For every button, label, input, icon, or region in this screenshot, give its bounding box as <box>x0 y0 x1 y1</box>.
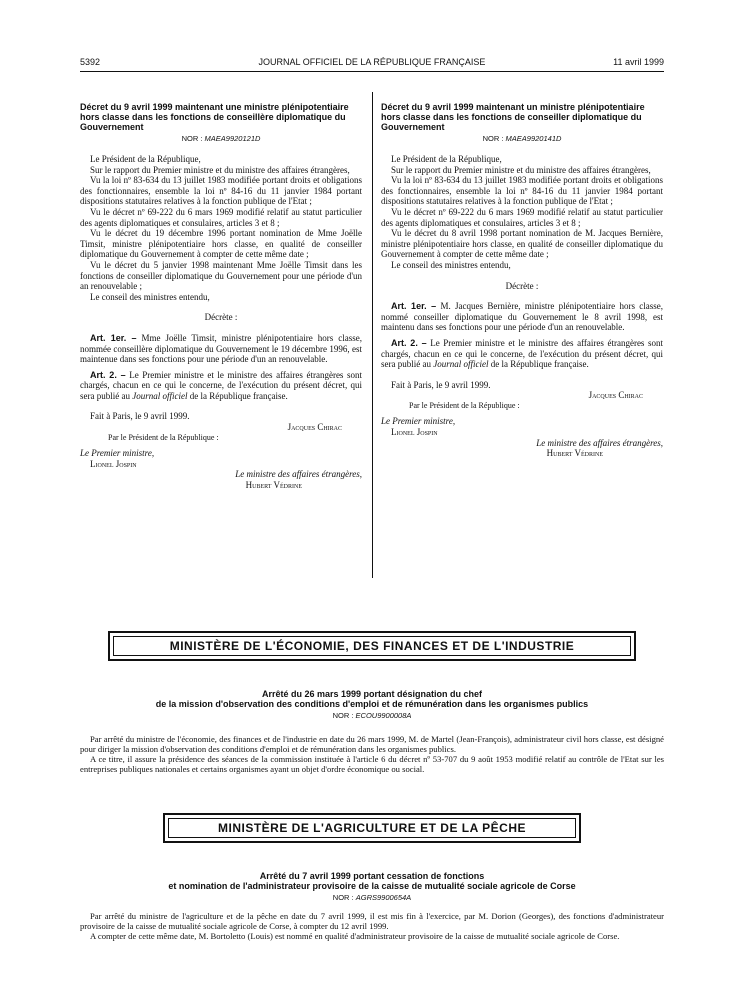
minister-title: Le ministre des affaires étrangères, <box>536 437 663 448</box>
arrete-title: Arrêté du 26 mars 1999 portant désignation du chef de la mission d'observation des conditions d'emploi et de rémunération dans les organismes publics <box>155 689 589 709</box>
decree-title: Décret du 9 avril 1999 maintenant un ministre plénipotentiaire hors classe dans les fonctions de conseiller diplomatique du Gouvernement <box>381 102 645 132</box>
pm-name: Lionel Jospin <box>391 427 438 438</box>
nor-code: ECOU9900008A <box>355 711 412 720</box>
decree-left <box>80 102 362 491</box>
paragraph: Vu le décret nº 69-222 du 6 mars 1969 modifié relatif au statut particulier des agents diplomatiques et consulaires, articles 3 et 8 ; <box>381 206 663 228</box>
paragraph: Vu le décret du 8 avril 1998 portant nomination de M. Jacques Bernière, ministre plénipotentiaire hors classe, en qualité de conseiller diplomatique du Gouvernement à compter de cette même date ; <box>381 228 663 260</box>
pm-title: Le Premier ministre, <box>80 448 155 459</box>
journal-title: JOURNAL OFFICIEL DE LA RÉPUBLIQUE FRANÇAISE <box>258 57 486 67</box>
nor-reference: NOR : MAEA9920141D <box>482 134 562 143</box>
article-label: Art. 2. – <box>391 337 427 348</box>
par-le-president: Par le Président de la République : <box>409 400 520 410</box>
minister-name: Hubert Védrine <box>245 480 302 491</box>
decree-right <box>381 102 663 459</box>
article-2: Art. 2. – Le Premier ministre et le ministre des affaires étrangères sont chargés, chacun en ce qui le concerne, de l'exécution du présent décret, qui sera publié au Journal officiel de la République française. <box>381 337 663 370</box>
par-le-president: Par le Président de la République : <box>108 432 219 442</box>
nor-code: MAEA9920121D <box>204 134 261 143</box>
minister-name: Hubert Védrine <box>546 448 603 459</box>
nor-reference: NOR : AGRS9900654A <box>332 893 412 902</box>
paragraph: Par arrêté du ministre de l'agriculture et de la pêche en date du 7 avril 1999, il est mis fin à l'exercice, par M. Dorion (Georges), des fonctions d'administrateur provisoire de la caisse de mutualité sociale agricole de Corse, à compter du 12 avril 1999. <box>80 911 664 931</box>
pm-name: Lionel Jospin <box>90 458 137 469</box>
nor-code: AGRS9900654A <box>355 893 412 902</box>
paragraph: Vu le décret nº 69-222 du 6 mars 1969 modifié relatif au statut particulier des agents diplomatiques et consulaires, articles 3 et 8 ; <box>80 206 362 228</box>
decree-title: Décret du 9 avril 1999 maintenant une ministre plénipotentiaire hors classe dans les fonctions de conseillère diplomatique du Gouvernement <box>80 102 349 132</box>
paragraph: Le Président de la République, <box>90 154 201 164</box>
paragraph: Par arrêté du ministre de l'économie, des finances et de l'industrie en date du 26 mars 1999, M. de Martel (Jean-François), administrateur civil hors classe, est désigné pour diriger la mission d'observation des conditions d'emploi et de rémunération dans les organismes publics. <box>80 734 664 754</box>
signature-place-date: Fait à Paris, le 9 avril 1999. <box>90 411 190 422</box>
column-divider <box>372 92 373 578</box>
decrete-heading: Décrète : <box>204 312 238 323</box>
ministry-heading-agriculture: MINISTÈRE DE L'AGRICULTURE ET DE LA PÊCHE <box>163 813 581 843</box>
article-label: Art. 1er. – <box>391 301 437 312</box>
pm-title: Le Premier ministre, <box>381 416 456 427</box>
article-2: Art. 2. – Le Premier ministre et le ministre des affaires étrangères sont chargés, chacun en ce qui le concerne, de l'exécution du présent décret, qui sera publié au Journal officiel de la République française. <box>80 369 362 401</box>
paragraph: Le Président de la République, <box>391 154 502 164</box>
paragraph: A ce titre, il assure la présidence des séances de la commission instituée à l'article 6 du décret nº 53-707 du 9 août 1953 modifié relatif au contrôle de l'Etat sur les entreprises publiques nationales et certains organismes ayant un objet d'ordre économique ou social. <box>80 754 664 774</box>
decrete-heading: Décrète : <box>505 280 539 291</box>
nor-code: MAEA9920141D <box>505 134 562 143</box>
nor-reference: NOR : MAEA9920121D <box>181 134 261 143</box>
ministry-heading-economie: MINISTÈRE DE L'ÉCONOMIE, DES FINANCES ET DE L'INDUSTRIE <box>108 631 636 661</box>
paragraph: Vu la loi nº 83-634 du 13 juillet 1983 modifiée portant droits et obligations des fonctionnaires, ensemble la loi nº 84-16 du 11 janvier 1984 portant dispositions statutaires relatives à la fonction publique de l'Etat ; <box>381 175 663 207</box>
paragraph: Vu la loi nº 83-634 du 13 juillet 1983 modifiée portant droits et obligations des fonctionnaires, ensemble la loi nº 84-16 du 11 janvier 1984 portant dispositions statutaires relatives à la fonction publique de l'Etat ; <box>80 175 362 207</box>
president-signature: Jacques Chirac <box>588 390 643 401</box>
arrete-body <box>80 734 664 774</box>
page-number: 5392 <box>80 57 101 67</box>
paragraph: Sur le rapport du Premier ministre et du ministre des affaires étrangères, <box>391 164 651 175</box>
issue-date: 11 avril 1999 <box>613 57 664 67</box>
running-header <box>80 56 664 68</box>
paragraph: Vu le décret du 5 janvier 1998 maintenant Mme Joëlle Timsit dans les fonctions de conseiller diplomatique du Gouvernement pour une période d'un an renouvelable ; <box>80 259 362 292</box>
header-rule <box>80 71 664 72</box>
paragraph: Le conseil des ministres entendu, <box>391 259 511 270</box>
arrete-body <box>80 911 664 941</box>
nor-reference: NOR : ECOU9900008A <box>332 711 412 720</box>
article-1: Art. 1er. – M. Jacques Bernière, ministre plénipotentiaire hors classe, nommé conseiller diplomatique du Gouvernement le 8 avril 1998, est maintenu dans ses fonctions pour une période d'un an renouvelable. <box>381 301 664 333</box>
president-signature: Jacques Chirac <box>287 422 342 433</box>
paragraph: Le conseil des ministres entendu, <box>90 291 210 302</box>
paragraph: Sur le rapport du Premier ministre et du ministre des affaires étrangères, <box>90 164 350 175</box>
paragraph: A compter de cette même date, M. Bortoletto (Louis) est nommé en qualité d'administrateur provisoire de la caisse de mutualité sociale agricole de Corse. <box>90 931 620 941</box>
paragraph: Vu le décret du 19 décembre 1996 portant nomination de Mme Joëlle Timsit, ministre plénipotentiaire hors classe, en qualité de conseiller diplomatique du Gouvernement à compter de cette même date ; <box>80 228 362 260</box>
article-1: Art. 1er. – Mme Joëlle Timsit, ministre plénipotentiaire hors classe, nommée conseillère diplomatique du Gouvernement le 19 décembre 1996, est maintenue dans ses fonctions pour une période d'un an renouvelable. <box>80 332 362 365</box>
signature-place-date: Fait à Paris, le 9 avril 1999. <box>391 379 491 390</box>
article-label: Art. 2. – <box>90 369 126 380</box>
minister-title: Le ministre des affaires étrangères, <box>235 469 362 480</box>
arrete-title: Arrêté du 7 avril 1999 portant cessation de fonctions et nomination de l'administrateur provisoire de la caisse de mutualité sociale agricole de Corse <box>168 871 576 891</box>
article-label: Art. 1er. – <box>90 332 137 343</box>
